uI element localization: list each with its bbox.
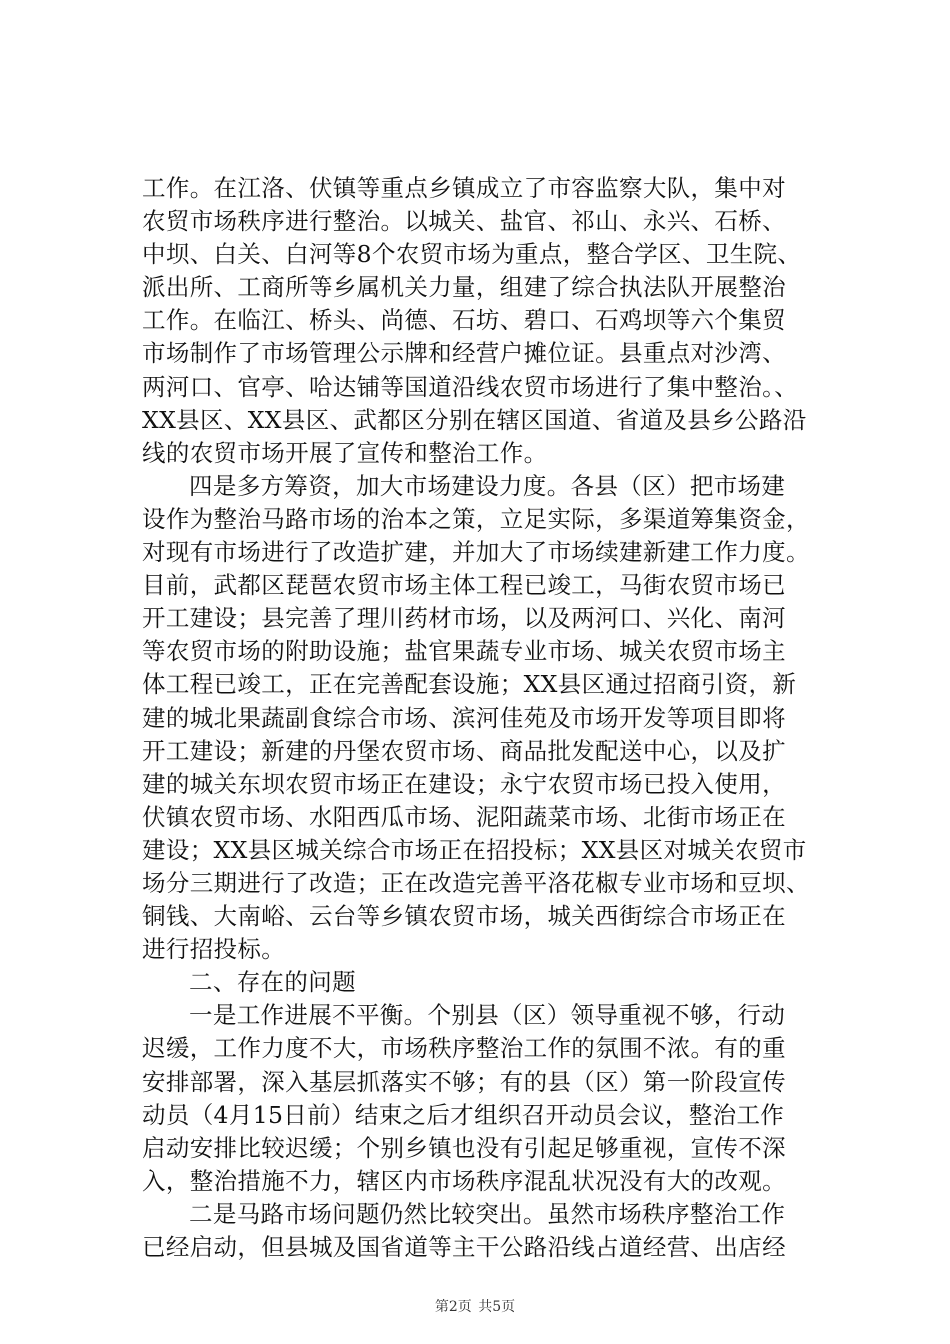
text-line: 设作为整治马路市场的治本之策，立足实际，多渠道筹集资金， <box>142 504 810 533</box>
text-line: 铜钱、大南峪、云台等乡镇农贸市场，城关西街综合市场正在 <box>142 902 786 931</box>
text-line: 农贸市场秩序进行整治。以城关、盐官、祁山、永兴、石桥、 <box>142 207 786 236</box>
text-line: 建的城关东坝农贸市场正在建设；永宁农贸市场已投入使用， <box>142 769 786 798</box>
text-line: 中坝、白关、白河等8个农贸市场为重点，整合学区、卫生院、 <box>142 240 802 269</box>
text-line: XX县区、XX县区、武都区分别在辖区国道、省道及县乡公路沿 <box>142 405 807 434</box>
text-line: 入，整治措施不力，辖区内市场秩序混乱状况没有大的改观。 <box>142 1166 786 1195</box>
text-line: 开工建设；县完善了理川药材市场，以及两河口、兴化、南河 <box>142 604 786 633</box>
text-line: 派出所、工商所等乡属机关力量，组建了综合执法队开展整治 <box>142 273 786 302</box>
text-line: 两河口、官亭、哈达铺等国道沿线农贸市场进行了集中整治。、 <box>142 372 799 401</box>
text-line: 工作。在江洛、伏镇等重点乡镇成立了市容监察大队，集中对 <box>142 174 786 202</box>
page-total: 共5页 <box>478 1299 516 1315</box>
text-line: 动员（4月15日前）结束之后才组织召开动员会议，整治工作 <box>142 1100 785 1129</box>
section-heading: 二、存在的问题 <box>189 968 356 997</box>
text-line: 启动安排比较迟缓；个别乡镇也没有引起足够重视，宣传不深 <box>142 1133 786 1162</box>
text-line: 工作。在临江、桥头、尚德、石坊、碧口、石鸡坝等六个集贸 <box>142 306 786 335</box>
text-line: 已经启动，但县城及国省道等主干公路沿线占道经营、出店经 <box>142 1233 786 1261</box>
text-line: 伏镇农贸市场、水阳西瓜市场、泥阳蔬菜市场、北街市场正在 <box>142 802 786 831</box>
paragraph-start-line: 一是工作进展不平衡。个别县（区）领导重视不够，行动 <box>189 1001 786 1030</box>
text-line: 线的农贸市场开展了宣传和整治工作。 <box>142 438 548 467</box>
text-line: 等农贸市场的附助设施；盐官果蔬专业市场、城关农贸市场主 <box>142 637 786 666</box>
text-line: 进行招投标。 <box>142 935 286 964</box>
text-line: 迟缓，工作力度不大，市场秩序整治工作的氛围不浓。有的重 <box>142 1034 786 1063</box>
text-line: 安排部署，深入基层抓落实不够；有的县（区）第一阶段宣传 <box>142 1067 786 1096</box>
document-body <box>142 172 842 1264</box>
text-line: 开工建设；新建的丹堡农贸市场、商品批发配送中心，以及扩 <box>142 736 786 765</box>
text-line: 市场制作了市场管理公示牌和经营户摊位证。县重点对沙湾、 <box>142 339 786 368</box>
text-line: 体工程已竣工，正在完善配套设施；XX县区通过招商引资，新 <box>142 670 797 699</box>
page-footer <box>0 1296 950 1316</box>
paragraph-start-line: 四是多方筹资，加大市场建设力度。各县（区）把市场建 <box>189 471 786 500</box>
text-line: 建的城北果蔬副食综合市场、滨河佳苑及市场开发等项目即将 <box>142 703 786 732</box>
text-line: 对现有市场进行了改造扩建，并加大了市场续建新建工作力度。 <box>142 538 810 567</box>
paragraph-start-line: 二是马路市场问题仍然比较突出。虽然市场秩序整治工作 <box>189 1199 786 1228</box>
page-number: 第2页 <box>434 1299 472 1315</box>
text-line: 建设；XX县区城关综合市场正在招投标；XX县区对城关农贸市 <box>142 835 807 864</box>
text-line: 场分三期进行了改造；正在改造完善平洛花椒专业市场和豆坝、 <box>142 868 810 897</box>
text-line: 目前，武都区琵琶农贸市场主体工程已竣工，马街农贸市场已 <box>142 571 786 600</box>
